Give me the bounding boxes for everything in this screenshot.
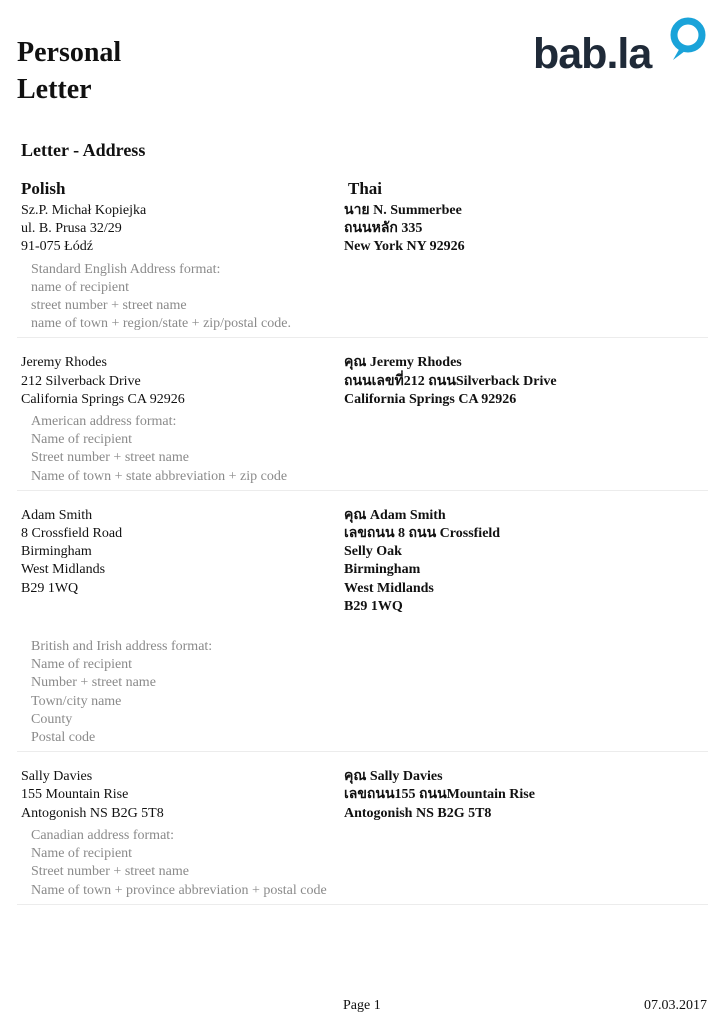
target-address-line: Selly Oak [344,544,402,560]
target-address-line: ถนนเลขที่212 ถนนSilverback Drive [344,373,557,389]
title-line-1: Personal [17,37,122,68]
note-line: Town/city name [31,693,122,709]
address-entry [17,202,708,338]
note-line: County [31,711,73,727]
note-line: Street number + street name [31,864,189,880]
source-language-heading: Polish [21,179,66,198]
target-address-line: Birmingham [344,562,421,578]
page-number: Page 1 [343,998,381,1013]
source-address-line: Birmingham [21,544,92,560]
source-address-line: 8 Crossfield Road [21,526,123,542]
target-address-line: ถนนหลัก 335 [344,221,423,237]
note-line: Name of recipient [31,657,133,673]
target-address-line: West Midlands [344,580,434,596]
address-format-note [17,827,708,900]
source-address-line: West Midlands [21,562,106,578]
logo-text: bab.la [533,30,652,78]
source-address-line: Adam Smith [21,507,93,523]
source-address-line: Sally Davies [21,769,93,785]
babla-logo[interactable] [533,16,708,80]
note-line: American address format: [31,414,177,430]
source-address-line: Sz.P. Michał Kopiejka [21,203,147,218]
source-address-line: California Springs CA 92926 [21,391,185,407]
source-address-line: 91-075 Łódź [21,239,93,255]
note-line: Canadian address format: [31,827,175,843]
note-line: Name of town + province abbreviation + postal code [31,882,327,898]
source-address-line: 212 Silverback Drive [21,373,141,389]
source-address-line: Antogonish NS B2G 5T8 [21,805,164,821]
page-title [17,34,317,108]
target-address-line: นาย N. Summerbee [344,203,462,218]
target-language-heading: Thai [348,179,383,198]
note-line: Street number + street name [31,450,189,466]
note-line: Standard English Address format: [31,261,221,277]
target-address-line: คุณ Sally Davies [344,769,443,785]
target-address-line: Antogonish NS B2G 5T8 [344,805,492,821]
address-format-note [17,413,708,486]
address-entry [17,768,708,904]
target-address [344,768,708,823]
address-entry [17,507,708,752]
note-line: Postal code [31,730,96,746]
address-format-note [17,638,708,747]
target-address-line: California Springs CA 92926 [344,391,517,407]
speech-bubble-icon [667,16,709,62]
source-address [17,202,344,257]
note-line: name of recipient [31,279,129,295]
note-line: Name of town + state abbreviation + zip code [31,468,288,484]
target-address-line: คุณ Adam Smith [344,507,446,523]
address-format-note [17,261,708,334]
note-line: British and Irish address format: [31,639,213,655]
source-address-line: 155 Mountain Rise [21,787,129,803]
note-line: Number + street name [31,675,156,691]
source-address [17,768,344,823]
title-line-2: Letter [17,74,92,105]
target-address-line: เลขถนน155 ถนนMountain Rise [344,787,535,803]
target-address [344,507,708,616]
source-address [17,354,344,409]
source-address-line: B29 1WQ [21,580,79,596]
target-address-line: เลขถนน 8 ถนน Crossfield [344,526,501,542]
target-address-line: B29 1WQ [344,598,403,614]
note-line: name of town + region/state + zip/postal code. [31,316,291,332]
note-line: Name of recipient [31,846,133,862]
target-address-line: คุณ Jeremy Rhodes [344,355,462,371]
source-address [17,507,344,616]
address-entries [17,202,708,921]
section-title: Letter - Address [21,140,146,160]
document-date: 07.03.2017 [644,998,707,1013]
target-address [344,354,708,409]
target-address-line: New York NY 92926 [344,239,465,255]
source-address-line: Jeremy Rhodes [21,355,107,371]
source-address-line: ul. B. Prusa 32/29 [21,221,122,237]
target-address [344,202,708,257]
address-entry [17,354,708,490]
note-line: street number + street name [31,298,187,314]
note-line: Name of recipient [31,432,133,448]
